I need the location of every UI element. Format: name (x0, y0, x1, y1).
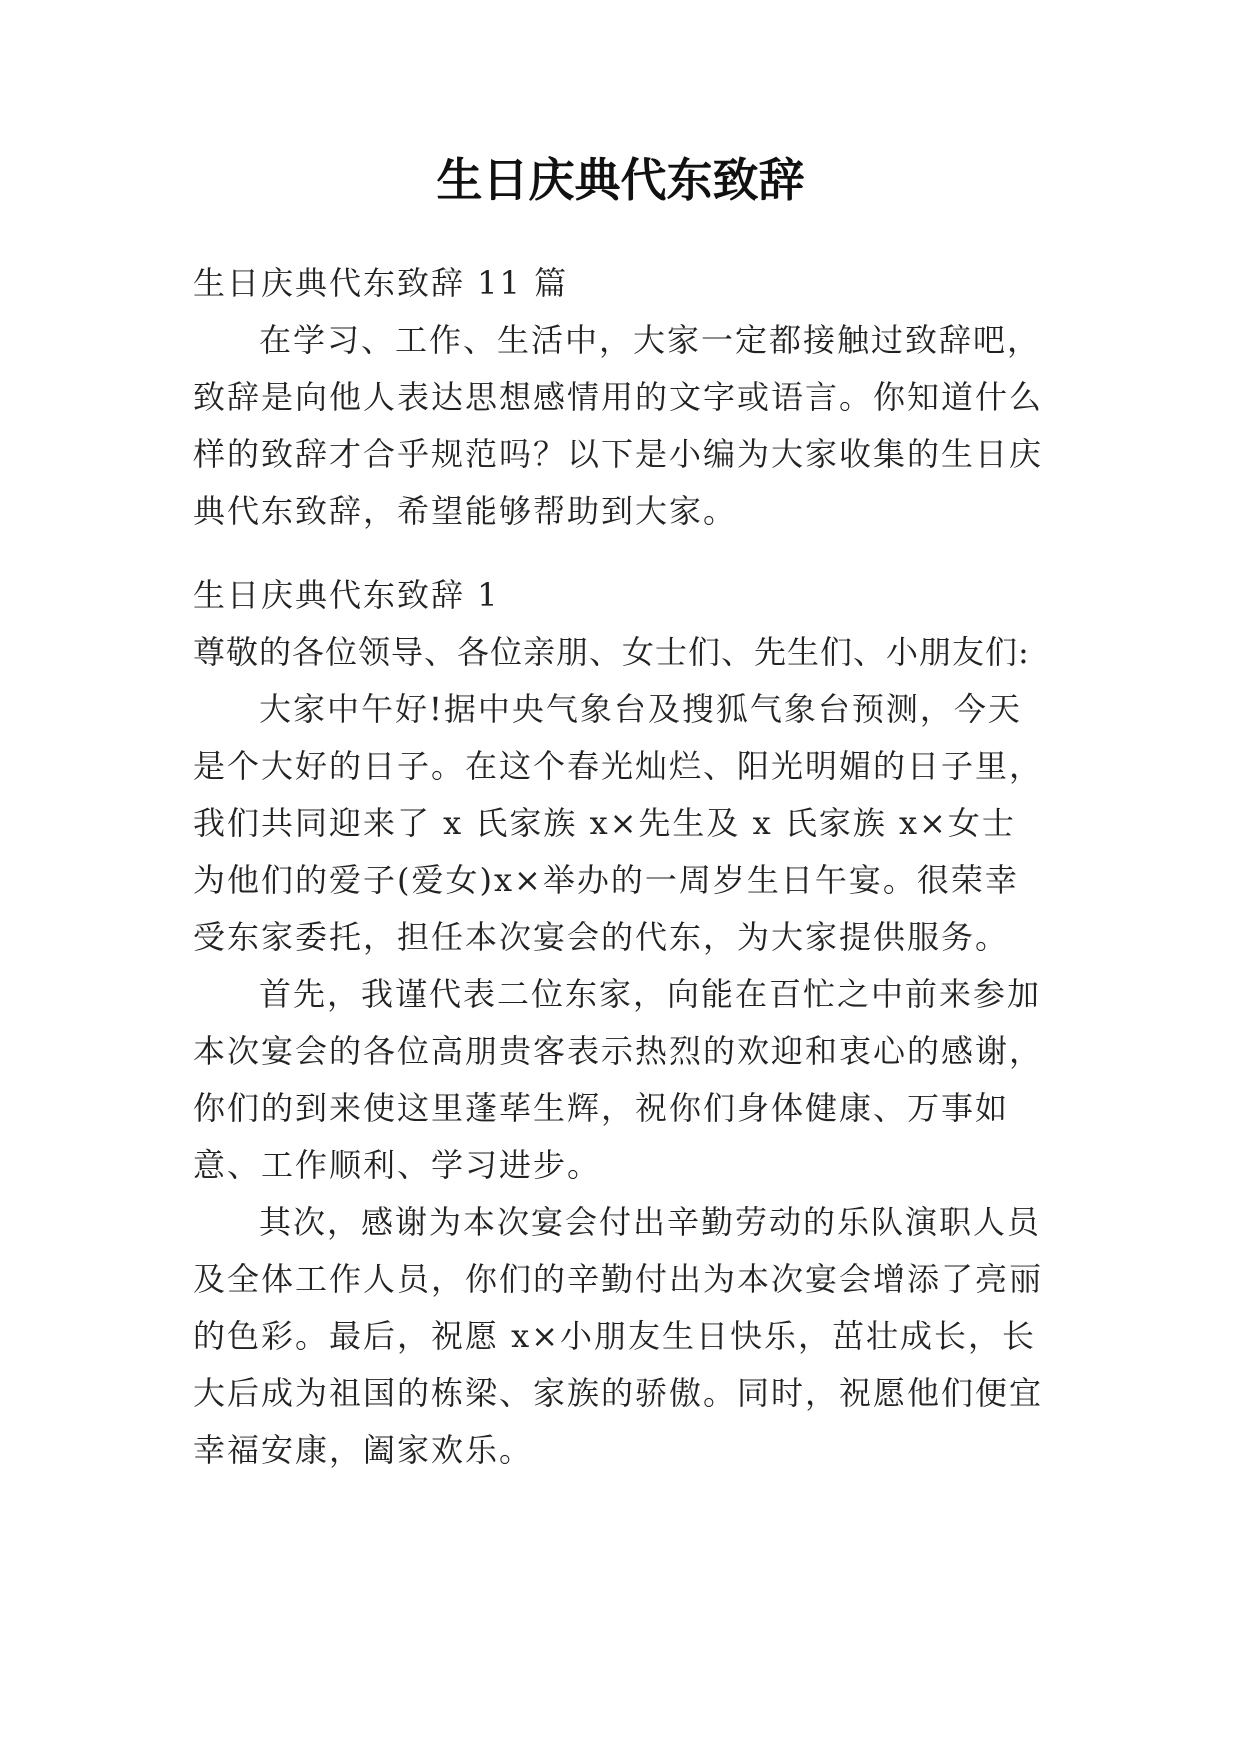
intro-section (193, 312, 1048, 540)
section-body (193, 624, 1048, 1479)
body-paragraph: 首先，我谨代表二位东家，向能在百忙之中前来参加本次宴会的各位高朋贵客表示热烈的欢迎和衷心的感谢，你们的到来使这里蓬荜生辉，祝你们身体健康、万事如意、工作顺利、学习进步。 (193, 975, 1044, 1184)
body-paragraph: 大家中午好!据中央气象台及搜狐气象台预测，今天是个大好的日子。在这个春光灿烂、阳光明媚的日子里，我们共同迎来了 x 氏家族 x×先生及 x 氏家族 x×女士为他们的爱子(爱女)x×举办的一周岁生日午宴。很荣幸受东家委托，担任本次宴会的代东，为大家提供服务。 (193, 690, 1044, 956)
page-title: 生日庆典代东致辞 (436, 153, 805, 207)
salutation: 尊敬的各位领导、各位亲朋、女士们、先生们、小朋友们: (193, 633, 1030, 671)
document-subtitle: 生日庆典代东致辞 11 篇 (193, 264, 569, 302)
section-heading: 生日庆典代东致辞 1 (193, 576, 500, 614)
body-paragraph: 其次，感谢为本次宴会付出辛勤劳动的乐队演职人员及全体工作人员，你们的辛勤付出为本次宴会增添了亮丽的色彩。最后，祝愿 x×小朋友生日快乐，茁壮成长，长大后成为祖国的栋梁、家族的骄傲。同时，祝愿他们便宜幸福安康，阖家欢乐。 (193, 1203, 1044, 1469)
intro-paragraph: 在学习、工作、生活中，大家一定都接触过致辞吧，致辞是向他人表达思想感情用的文字或语言。你知道什么样的致辞才合乎规范吗？以下是小编为大家收集的生日庆典代东致辞，希望能够帮助到大家。 (193, 321, 1044, 530)
